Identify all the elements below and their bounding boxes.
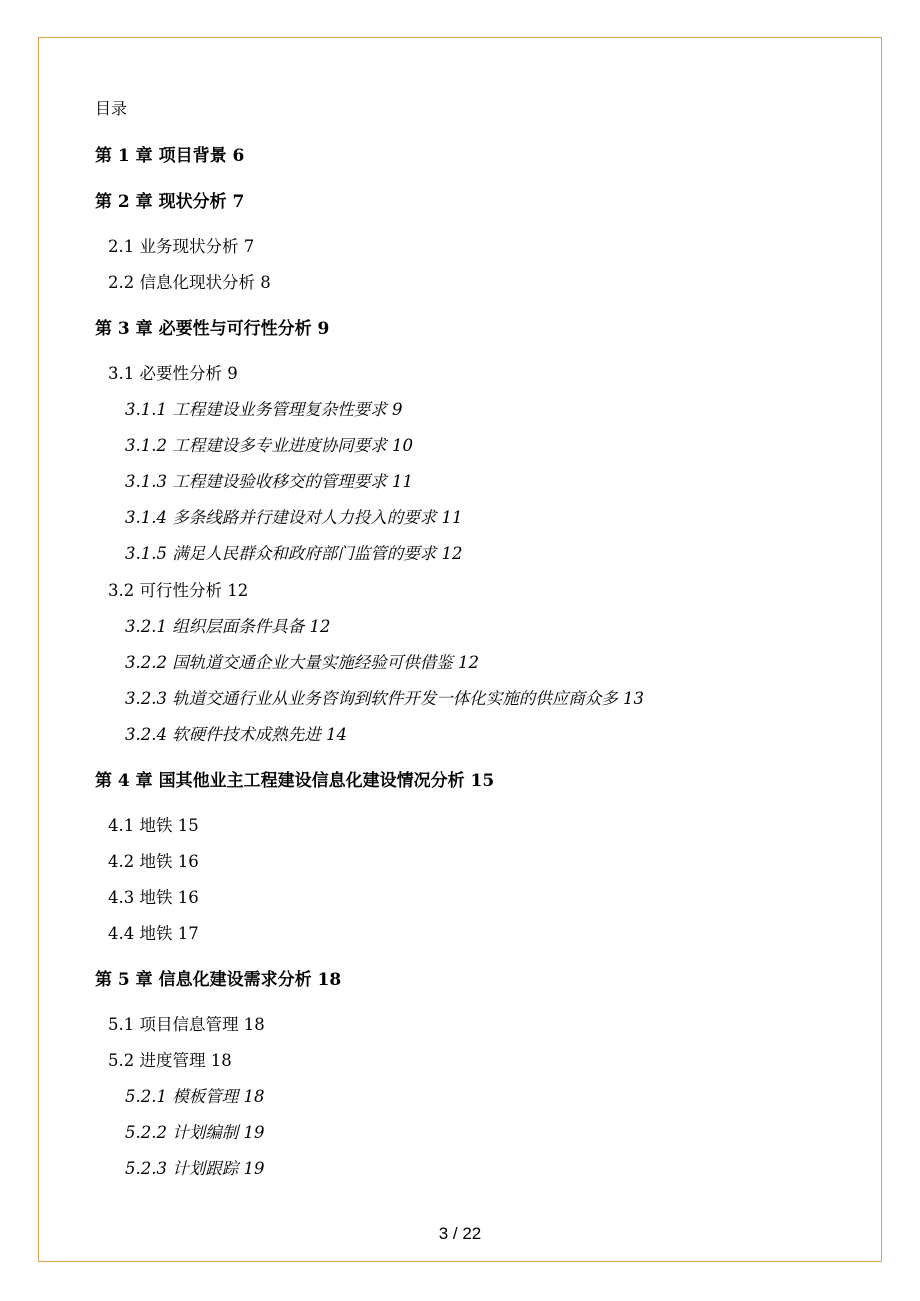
toc-entry-chapter-1[interactable]: 第 1 章 项目背景 6 xyxy=(95,146,245,166)
toc-entry-3-2[interactable]: 3.2 可行性分析 12 xyxy=(108,581,249,600)
toc-entry-3-1[interactable]: 3.1 必要性分析 9 xyxy=(108,364,238,383)
toc-entry-3-1-2[interactable]: 3.1.2 工程建设多专业进度协同要求 10 xyxy=(125,436,413,455)
toc-entry-3-2-2[interactable]: 3.2.2 国轨道交通企业大量实施经验可供借鉴 12 xyxy=(125,653,479,672)
toc-entry-3-2-1[interactable]: 3.2.1 组织层面条件具备 12 xyxy=(125,617,331,636)
toc-entry-3-1-5[interactable]: 3.1.5 满足人民群众和政府部门监管的要求 12 xyxy=(125,544,463,563)
toc-entry-chapter-3[interactable]: 第 3 章 必要性与可行性分析 9 xyxy=(95,319,330,339)
toc-entry-5-1[interactable]: 5.1 项目信息管理 18 xyxy=(108,1015,265,1034)
toc-entry-5-2-2[interactable]: 5.2.2 计划编制 19 xyxy=(125,1123,265,1142)
toc-entry-3-1-1[interactable]: 3.1.1 工程建设业务管理复杂性要求 9 xyxy=(125,400,403,419)
page-number: 3 / 22 xyxy=(438,1224,482,1243)
toc-entry-chapter-2[interactable]: 第 2 章 现状分析 7 xyxy=(95,192,245,212)
toc-entry-chapter-5[interactable]: 第 5 章 信息化建设需求分析 18 xyxy=(95,970,342,990)
toc-entry-3-2-3[interactable]: 3.2.3 轨道交通行业从业务咨询到软件开发一体化实施的供应商众多 13 xyxy=(125,689,644,708)
toc-title: 目录 xyxy=(95,99,128,118)
toc-entry-5-2-1[interactable]: 5.2.1 模板管理 18 xyxy=(125,1087,265,1106)
toc-entry-5-2-3[interactable]: 5.2.3 计划跟踪 19 xyxy=(125,1159,265,1178)
toc-entry-3-1-3[interactable]: 3.1.3 工程建设验收移交的管理要求 11 xyxy=(125,472,413,491)
toc-entry-3-1-4[interactable]: 3.1.4 多条线路并行建设对人力投入的要求 11 xyxy=(125,508,463,527)
toc-entry-2-1[interactable]: 2.1 业务现状分析 7 xyxy=(108,237,255,256)
toc-entry-3-2-4[interactable]: 3.2.4 软硬件技术成熟先进 14 xyxy=(125,725,347,744)
toc-entry-5-2[interactable]: 5.2 进度管理 18 xyxy=(108,1051,232,1070)
toc-entry-2-2[interactable]: 2.2 信息化现状分析 8 xyxy=(108,273,271,292)
toc-entry-chapter-4[interactable]: 第 4 章 国其他业主工程建设信息化建设情况分析 15 xyxy=(95,771,495,791)
toc-entry-4-2[interactable]: 4.2 地铁 16 xyxy=(108,852,199,871)
toc-entry-4-4[interactable]: 4.4 地铁 17 xyxy=(108,924,199,943)
toc-entry-4-1[interactable]: 4.1 地铁 15 xyxy=(108,816,199,835)
toc-entry-4-3[interactable]: 4.3 地铁 16 xyxy=(108,888,199,907)
